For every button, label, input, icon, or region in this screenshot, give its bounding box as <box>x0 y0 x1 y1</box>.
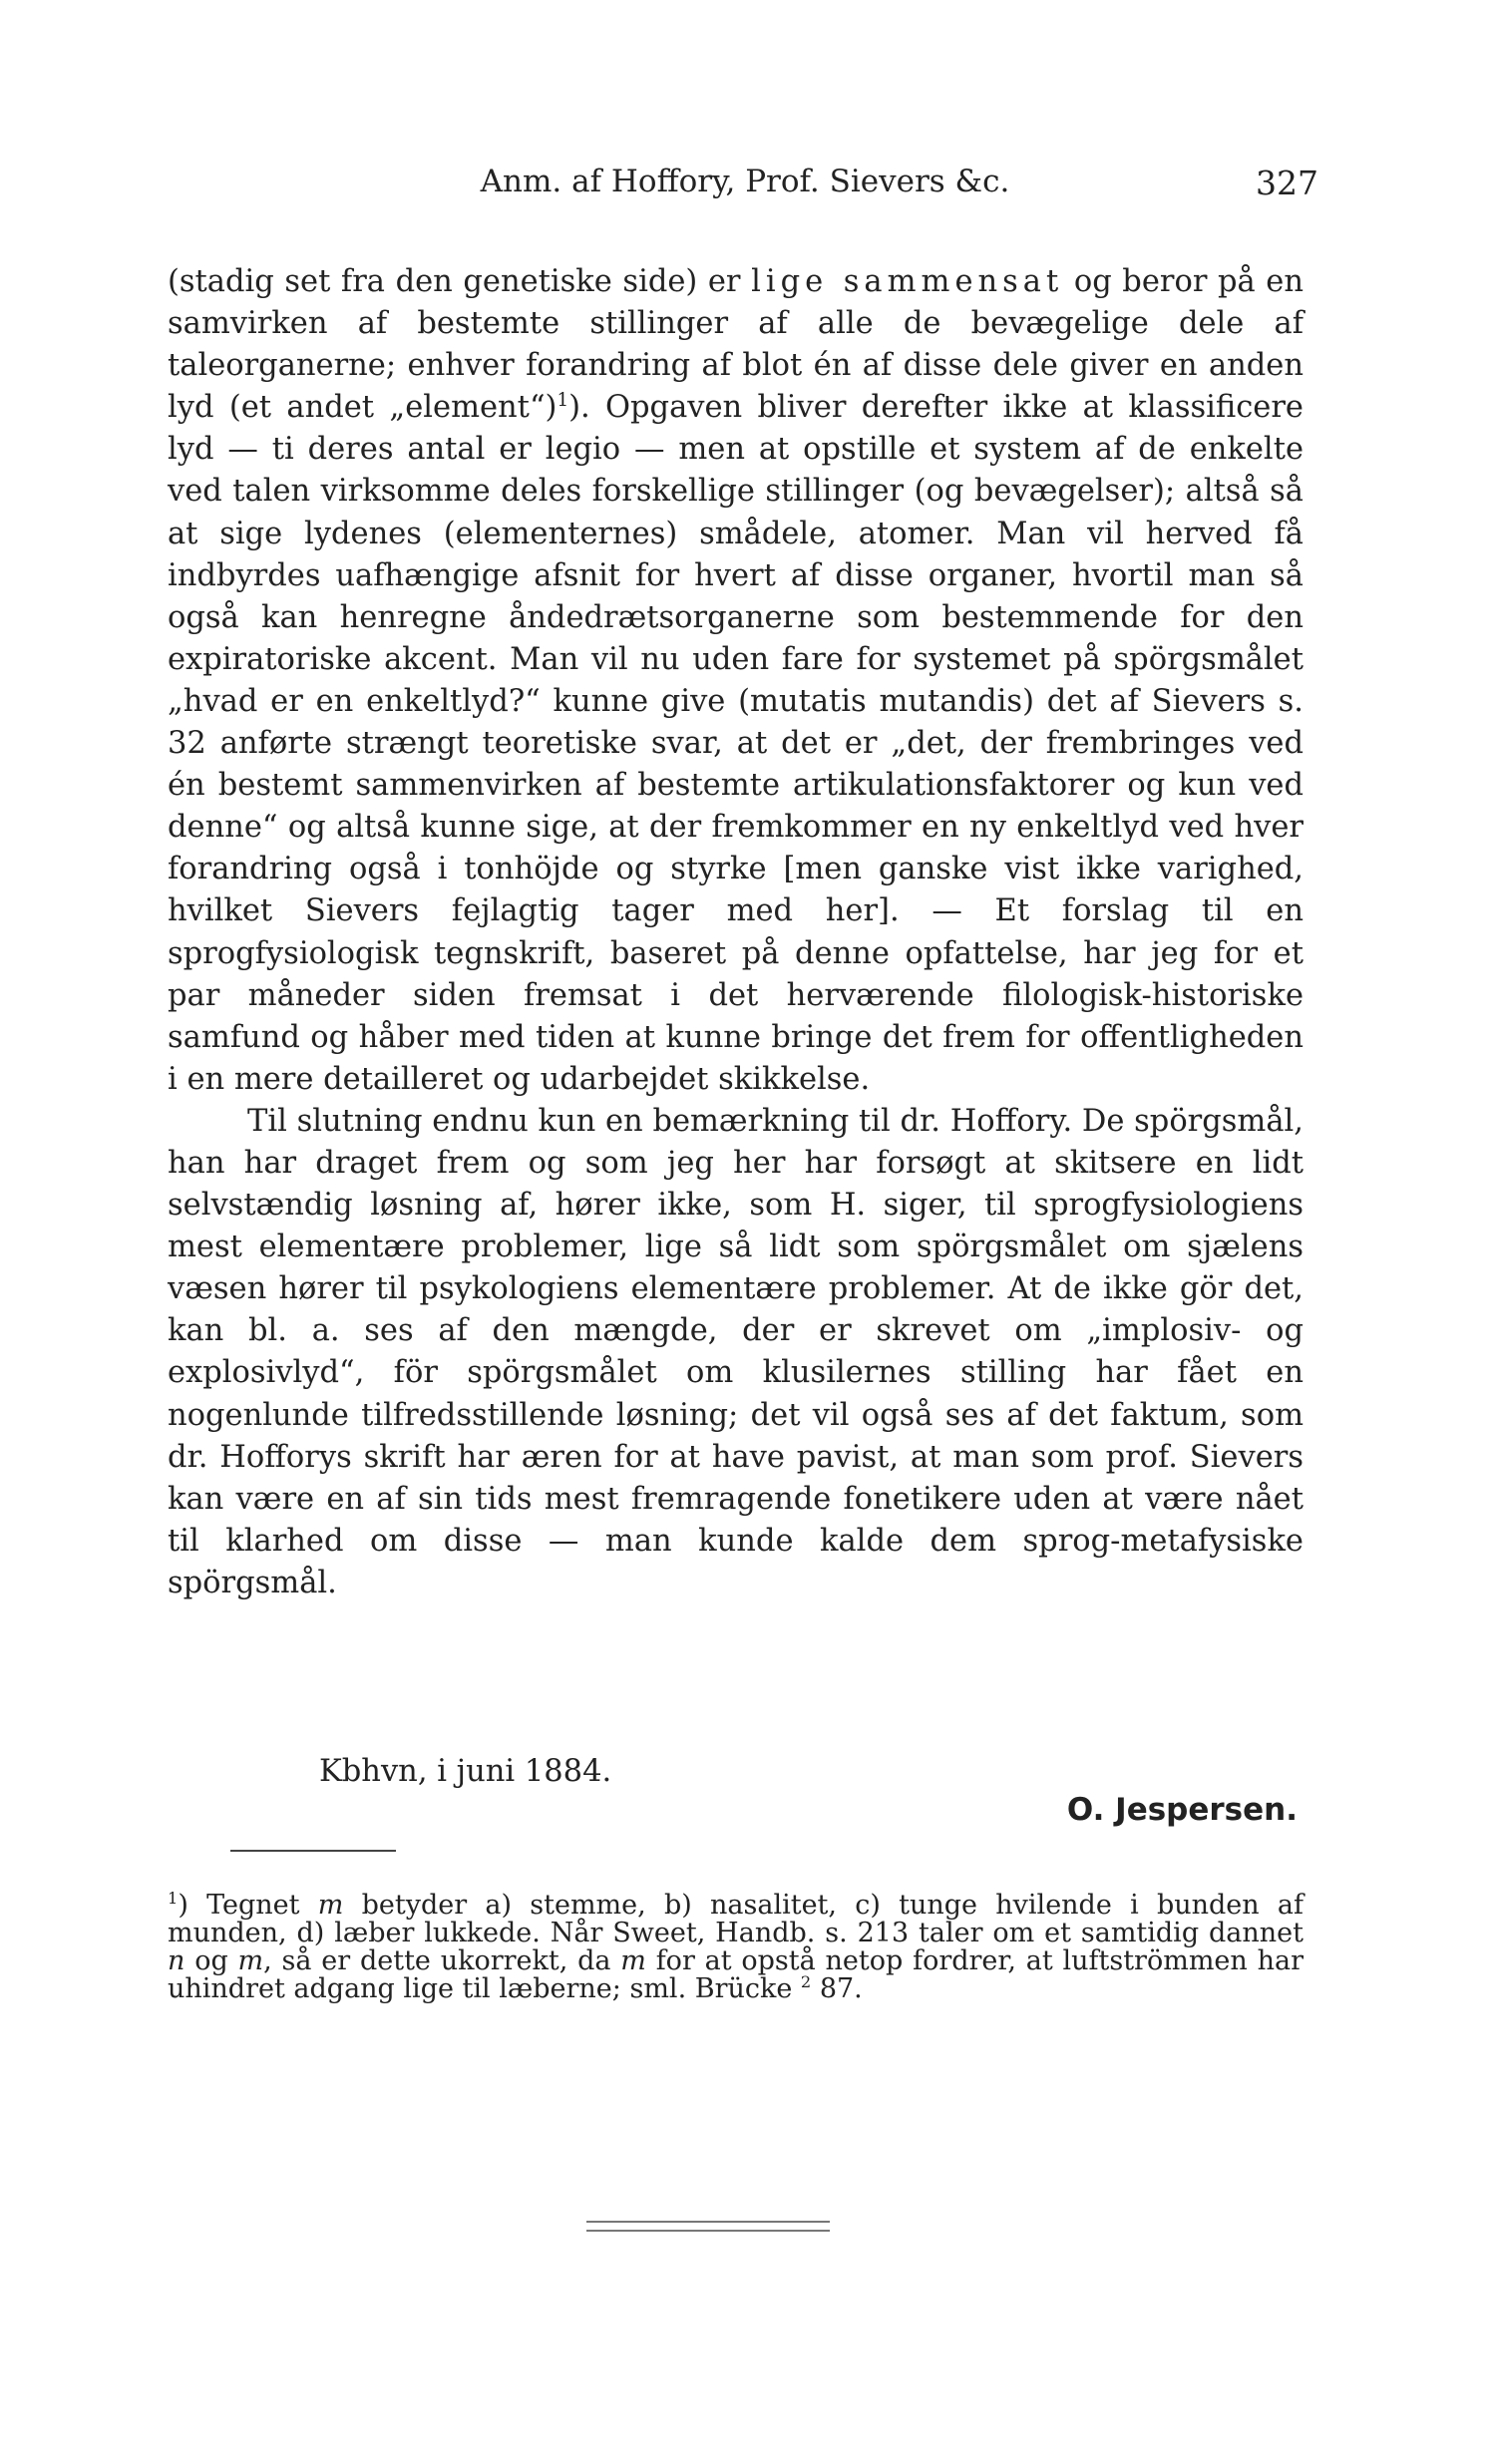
body-text <box>168 261 1304 1604</box>
page-header <box>0 164 1490 213</box>
page-number: 327 <box>1256 164 1318 202</box>
footnote-text-d: , så er dette ukorrekt, da <box>263 1945 621 1976</box>
dateline: Kbhvn, i juni 1884. <box>319 1754 612 1789</box>
footnote-marker: 1 <box>168 1889 179 1908</box>
paragraph-1-text-c: ). Opgaven bliver derefter ikke at klassificere lyd — ti deres antal er legio — men at opstille et system af de enkelte ved talen virksomme deles forskellige stillinger (og bevægelser); altså så at sige lydenes (elementernes) smådele, atomer. Man vil herved få indbyrdes uafhængige afsnit for hvert af disse organer, hvortil man så også kan henregne åndedrætsorganerne som bestemmende for den expiratoriske akcent. Man vil nu uden fare for systemet på spörgsmålet „hvad er en enkeltlyd?“ kunne give (mutatis mutandis) det af Sievers s. 32 anførte strængt teoretiske svar, at det er „det, der frembringes ved én bestemt sammenvirken af bestemte artikulationsfaktorer og kun ved denne“ og altså kunne sige, at der fremkommer en ny enkeltlyd ved hver forandring også i tonhöjde og styrke [men ganske vist ikke varighed, hvilket Sievers fejlagtig tager med her]. — Et forslag til en sprogfysiologisk tegnskrift, baseret på denne opfattelse, har jeg for et par måneder siden fremsat i det herværende filologisk-historiske samfund og håber med tiden at kunne bringe det frem for offentligheden i en mere detailleret og udarbejdet skikkelse. <box>168 390 1304 1097</box>
footnote-text-e: for at opstå netop fordrer, at luftströmmen har uhindret adgang lige til læberne; sml. Brücke <box>168 1945 1304 2004</box>
spaced-emphasis: lige sammensat <box>751 264 1064 299</box>
paragraph-1-text-b: og beror på en samvirken af bestemte stillinger af alle de bevægelige dele af taleorganerne; enhver forandring af blot én af disse dele giver en anden lyd (et andet „element“) <box>168 264 1304 426</box>
running-head: Anm. af Hoffory, Prof. Sievers &c. <box>480 164 1010 199</box>
bottom-rule-lower <box>586 2230 830 2232</box>
author-signature: O. Jespersen. <box>1066 1792 1298 1828</box>
footnote-text-a: Tegnet <box>187 1890 318 1921</box>
footnote-symbol-m: m <box>237 1945 264 1976</box>
paragraph-2: Til slutning endnu kun en bemærkning til dr. Hoffory. De spörgsmål, han har draget frem og som jeg her har forsøgt at skitsere en lidt selvstændig løsning af, hører ikke, som H. siger, til sprogfysiologiens mest elementære problemer, lige så lidt som spörgsmålet om sjælens væsen hører til psykologiens elementære problemer. At de ikke gör det, kan bl. a. ses af den mængde, der er skrevet om „implosiv- og explosivlyd“, för spörgsmålet om klusilernes stilling har fået en nogenlunde tilfredsstillende løsning; det vil også ses af det faktum, som dr. Hofforys skrift har æren for at have pavist, at man som prof. Sievers kan være en af sin tids mest fremragende fonetikere uden at være nået til klarhed om disse — man kunde kalde dem sprog-metafysiske spörgsmål. <box>168 1103 1304 1600</box>
footnote <box>168 1889 1304 2004</box>
footnote-reference: 1 <box>557 390 569 412</box>
footnote-symbol-m: m <box>317 1890 344 1921</box>
footnote-text-b: betyder a) stemme, b) nasalitet, c) tunge hvilende i bunden af munden, d) læber lukkede. Når Sweet, Handb. s. 213 taler om et samtidig dannet <box>168 1890 1304 1948</box>
footnote-text-f: 87. <box>811 1973 863 2004</box>
footnote-paragraph: $^1$) Tegnet m betyder a) stemme, b) nasalitet, c) tunge hvilende i bunden af munden, d) læber lukkede. Når Sweet, Handb. s. 213 taler om et samtidig dannet n og m, så er dette ukorrekt, da m for at opstå netop fordrer, at luftströmmen har uhindret adgang lige til læberne; sml. Brücke $^2$ 87. <box>168 1889 1304 2004</box>
edition-superscript: 2 <box>800 1972 812 1991</box>
footnote-symbol-n: n <box>168 1945 186 1976</box>
footnote-text-c: og <box>185 1945 238 1976</box>
paragraph-1 <box>168 261 1304 1101</box>
footnote-divider <box>230 1850 396 1852</box>
bottom-rule-upper <box>586 2221 830 2223</box>
paragraph-1-text-a: (stadig set fra den genetiske side) er <box>168 264 752 299</box>
footnote-symbol-m: m <box>620 1945 646 1976</box>
